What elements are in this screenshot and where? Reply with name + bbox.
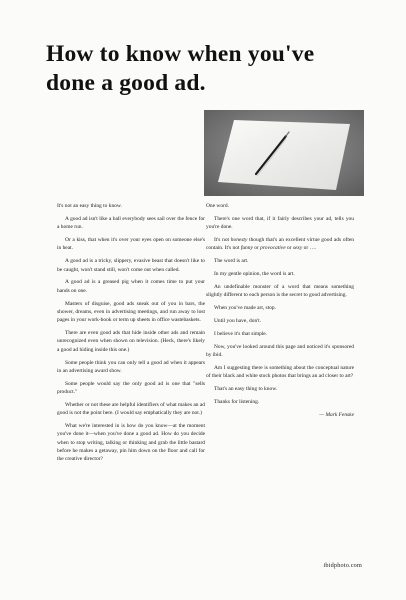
paragraph: A good ad isn't like a ball everybody sees sail over the fence for a home run. <box>57 215 205 231</box>
paragraph: Whether or not these are helpful identifiers of what makes an ad good is not the point here. (I would say emphatically they are not.) <box>57 401 205 417</box>
paragraph: A good ad is a tricky, slippery, evasive beast that doesn't like to be caught, won't stand still, won't come out when called. <box>57 258 205 273</box>
paragraph: The word is art. <box>214 258 249 265</box>
paragraph: A good ad is a greased pig when it comes time to put your hands on one. <box>57 279 205 294</box>
paragraph: Thanks for listening. <box>214 399 260 406</box>
paragraph: When you've made art, stop. <box>214 305 276 312</box>
left-column <box>57 202 205 468</box>
sponsor-url[interactable]: ibidphoto.com <box>323 562 362 569</box>
paragraph: Am I suggesting there is something about the conceptual nature of their black and white stock photos that brings an ad closer to art? <box>206 365 354 380</box>
signature: — Mark Fenske <box>319 412 354 419</box>
paragraph: Some people would say the only good ad is one that "sells product." <box>57 380 205 396</box>
paragraph: What we're interested in is how do you know—at the moment you've done it—when you've done a good ad. How do you decide when to stop writing, talking or thinking and grab the little bastard before he makes a getaway, pin him down on the floor and call for the creative director? <box>57 423 205 463</box>
paragraph: That's an easy thing to know. <box>214 386 278 393</box>
paragraph: In my gentle opinion, the word is art. <box>214 271 295 278</box>
paragraph: I believe it's that simple. <box>214 331 268 338</box>
paragraph: It's not honesty though that's an excellent virtue good ads often contain. It's not funny or provocative or sexy or …. <box>206 237 354 252</box>
headline: How to know when you've done a good ad. <box>46 41 315 96</box>
paragraph: An undefinable monster of a word that means something slightly different to each person is the secret to good advertising. <box>206 284 354 299</box>
paragraph: One word. <box>206 203 229 209</box>
paragraph: Or a kiss, that when it's over your eyes open on someone else's in heat. <box>57 237 205 252</box>
paragraph: There are even good ads that hide inside other ads and remain unrecognized even when shown on television. (Heck, there's likely a good ad hiding inside this one.) <box>57 330 205 353</box>
paragraph: Masters of disguise, good ads sneak out of you in bars, the shower, dreams, even in advertising meetings, and run away to lost pages in your work-book or term up sheets in office wastebaskets. <box>57 300 205 324</box>
paper-sheet <box>218 120 350 190</box>
paragraph: It's not an easy thing to know. <box>57 203 122 209</box>
paragraph: Until you have, don't. <box>214 318 262 325</box>
paper-and-pen-photo <box>204 110 364 196</box>
paragraph: Now, you've looked around this page and noticed it's sponsored by ibid. <box>206 343 354 359</box>
right-column <box>206 202 354 424</box>
paragraph: There's one word that, if it fairly describes your ad, tells you you're done. <box>206 215 354 231</box>
paper-and-pen-illustration <box>204 110 364 196</box>
paragraph: Some people think you can only tell a good ad when it appears in an advertising award show. <box>57 359 205 374</box>
